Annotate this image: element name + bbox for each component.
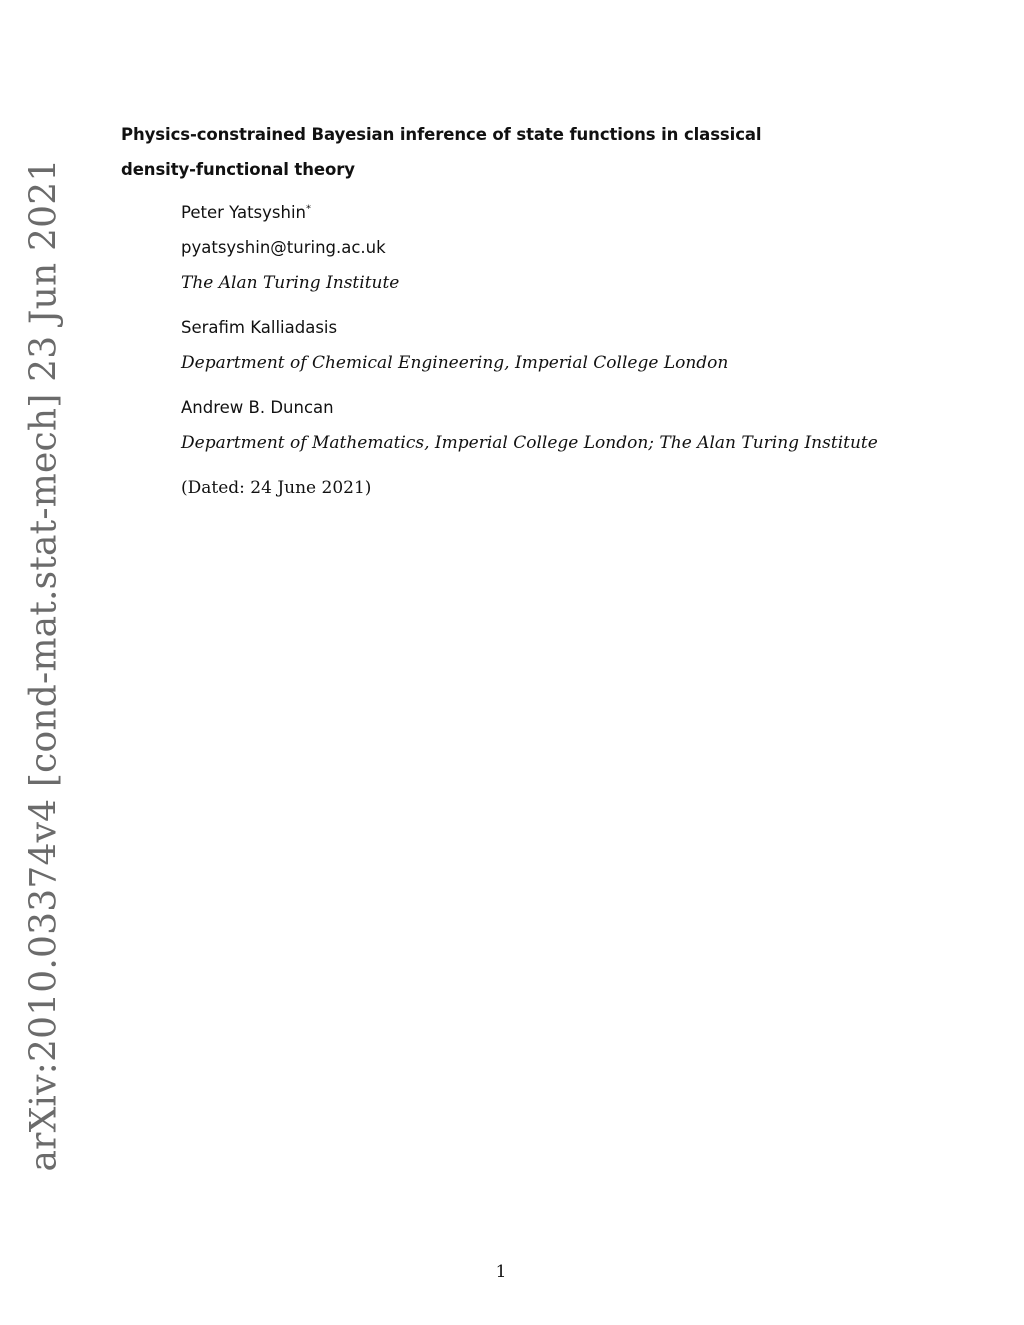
author-block-yatsyshin xyxy=(181,202,961,294)
author-name: Andrew B. Duncan xyxy=(181,398,334,417)
paper-title xyxy=(121,117,841,187)
dated-line: (Dated: 24 June 2021) xyxy=(181,478,372,498)
arxiv-identifier-stamp: arXiv:2010.03374v4 [cond-mat.stat-mech] 23 Jun 2021 xyxy=(23,158,65,1172)
author-block-kalliadasis xyxy=(181,317,961,374)
author-affiliation: The Alan Turing Institute xyxy=(181,273,400,293)
author-name-text: Peter Yatsyshin xyxy=(181,203,307,222)
author-email-link[interactable]: pyatsyshin@turing.ac.uk xyxy=(181,238,386,257)
page-number: 1 xyxy=(495,1262,507,1282)
author-affiliation: Department of Chemical Engineering, Imperial College London xyxy=(181,353,729,373)
author-name xyxy=(181,202,961,224)
author-name: Serafim Kalliadasis xyxy=(181,318,338,337)
author-affiliation: Department of Mathematics, Imperial College London; The Alan Turing Institute xyxy=(181,433,878,453)
author-block-duncan xyxy=(181,397,961,454)
title-line-1: Physics-constrained Bayesian inference of state functions in classical xyxy=(121,125,762,144)
title-line-2: density-functional theory xyxy=(121,160,355,179)
corresponding-author-marker: * xyxy=(306,203,312,215)
